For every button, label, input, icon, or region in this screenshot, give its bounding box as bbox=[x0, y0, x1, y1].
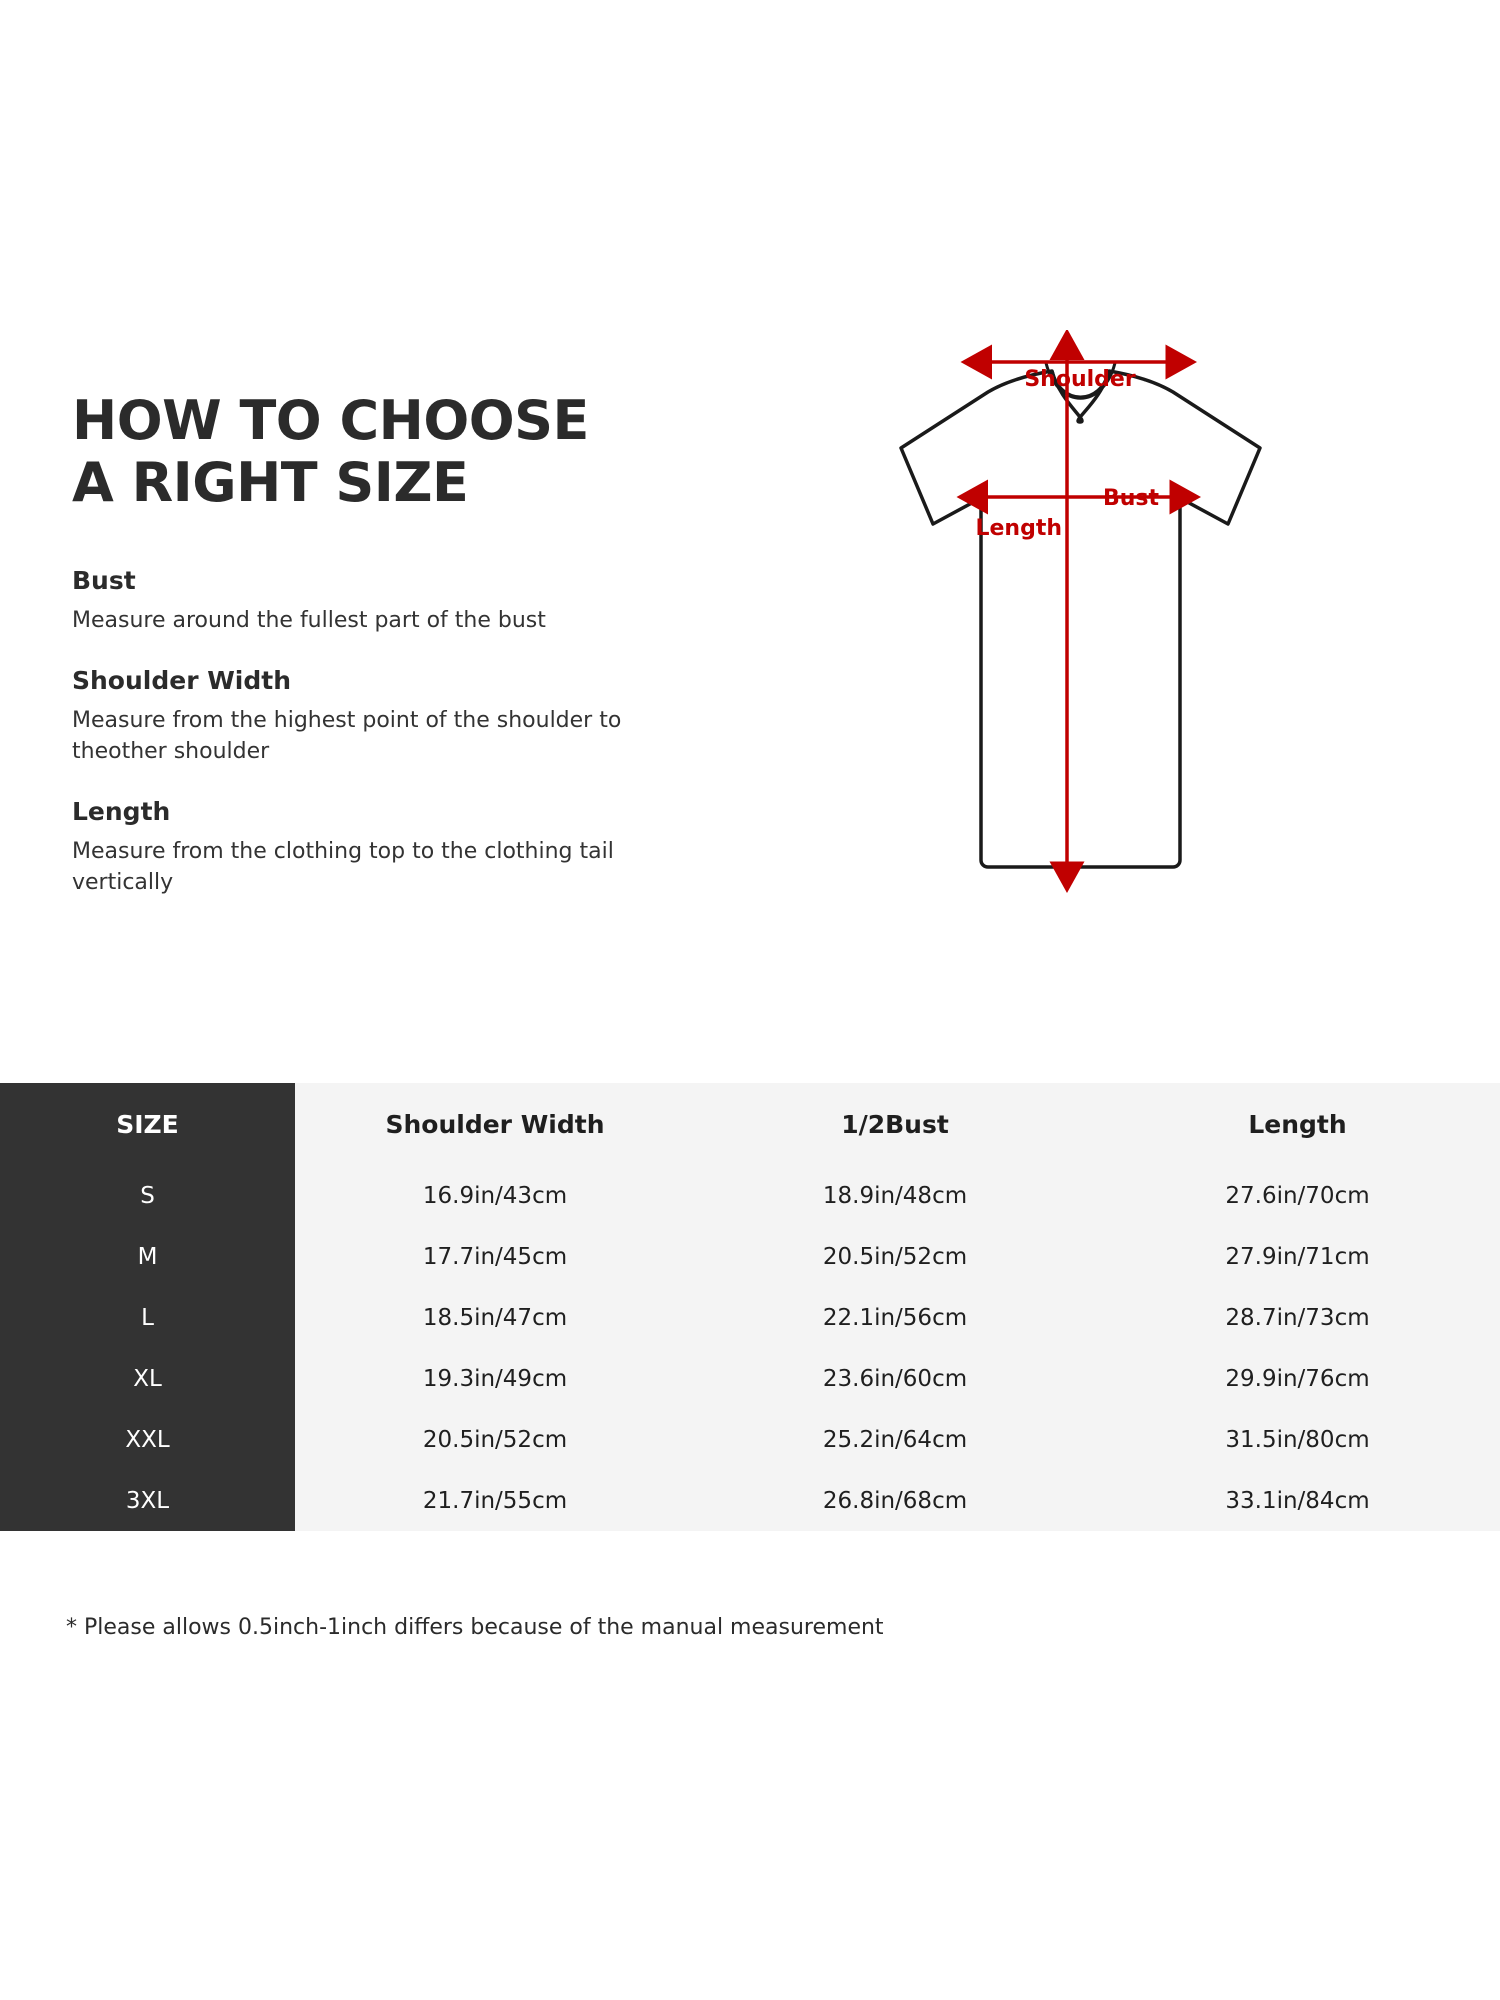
cell-size: S bbox=[0, 1165, 295, 1226]
bust-label: Bust bbox=[1102, 486, 1160, 511]
size-table-block bbox=[0, 1083, 1500, 1531]
table-header-size: SIZE bbox=[0, 1083, 295, 1165]
measure-section-bust bbox=[72, 566, 712, 636]
cell-size: XL bbox=[0, 1348, 295, 1409]
table-row bbox=[0, 1470, 1500, 1531]
measure-desc-shoulder-width: Measure from the highest point of the shoulder to theother shoulder bbox=[72, 708, 622, 764]
cell-length: 27.6in/70cm bbox=[1095, 1165, 1500, 1226]
cell-shoulder-width: 19.3in/49cm bbox=[295, 1348, 695, 1409]
cell-shoulder-width: 21.7in/55cm bbox=[295, 1470, 695, 1531]
table-row bbox=[0, 1409, 1500, 1470]
measurement-note: * Please allows 0.5inch-1inch differs because of the manual measurement bbox=[66, 1615, 884, 1640]
cell-half-bust: 18.9in/48cm bbox=[695, 1165, 1095, 1226]
size-table-body bbox=[0, 1165, 1500, 1531]
cell-shoulder-width: 18.5in/47cm bbox=[295, 1287, 695, 1348]
page-title-line-2: A RIGHT SIZE bbox=[72, 451, 469, 514]
measure-desc-length: Measure from the clothing top to the clothing tail vertically bbox=[72, 839, 614, 895]
cell-length: 33.1in/84cm bbox=[1095, 1470, 1500, 1531]
measure-heading-bust: Bust bbox=[72, 566, 136, 595]
cell-half-bust: 22.1in/56cm bbox=[695, 1287, 1095, 1348]
measure-heading-shoulder-width: Shoulder Width bbox=[72, 666, 292, 695]
measure-heading-length: Length bbox=[72, 797, 171, 826]
shoulder-label: Shoulder bbox=[1024, 367, 1136, 392]
cell-size: 3XL bbox=[0, 1470, 295, 1531]
cell-length: 31.5in/80cm bbox=[1095, 1409, 1500, 1470]
cell-size: M bbox=[0, 1226, 295, 1287]
measure-section-shoulder-width bbox=[72, 666, 712, 767]
length-label: Length bbox=[975, 516, 1062, 541]
page-title bbox=[72, 390, 712, 514]
tshirt-outline bbox=[901, 371, 1260, 867]
cell-half-bust: 25.2in/64cm bbox=[695, 1409, 1095, 1470]
cell-shoulder-width: 17.7in/45cm bbox=[295, 1226, 695, 1287]
page-title-line-1: HOW TO CHOOSE bbox=[72, 389, 589, 452]
measure-desc-bust: Measure around the fullest part of the bust bbox=[72, 608, 546, 633]
table-row bbox=[0, 1165, 1500, 1226]
cell-shoulder-width: 20.5in/52cm bbox=[295, 1409, 695, 1470]
table-row bbox=[0, 1287, 1500, 1348]
instructions-column bbox=[72, 390, 712, 928]
table-header-shoulder-width: Shoulder Width bbox=[295, 1083, 695, 1165]
cell-length: 28.7in/73cm bbox=[1095, 1287, 1500, 1348]
size-table-head bbox=[0, 1083, 1500, 1165]
size-table bbox=[0, 1083, 1500, 1531]
table-header-length: Length bbox=[1095, 1083, 1500, 1165]
top-section bbox=[0, 330, 1500, 1070]
table-row bbox=[0, 1226, 1500, 1287]
cell-size: XXL bbox=[0, 1409, 295, 1470]
cell-length: 29.9in/76cm bbox=[1095, 1348, 1500, 1409]
cell-shoulder-width: 16.9in/43cm bbox=[295, 1165, 695, 1226]
table-header-half-bust: 1/2Bust bbox=[695, 1083, 1095, 1165]
table-header-row bbox=[0, 1083, 1500, 1165]
measure-section-length bbox=[72, 797, 712, 898]
cell-half-bust: 23.6in/60cm bbox=[695, 1348, 1095, 1409]
cell-half-bust: 20.5in/52cm bbox=[695, 1226, 1095, 1287]
cell-length: 27.9in/71cm bbox=[1095, 1226, 1500, 1287]
cell-size: L bbox=[0, 1287, 295, 1348]
table-row bbox=[0, 1348, 1500, 1409]
cell-half-bust: 26.8in/68cm bbox=[695, 1470, 1095, 1531]
tshirt-diagram bbox=[760, 330, 1400, 990]
